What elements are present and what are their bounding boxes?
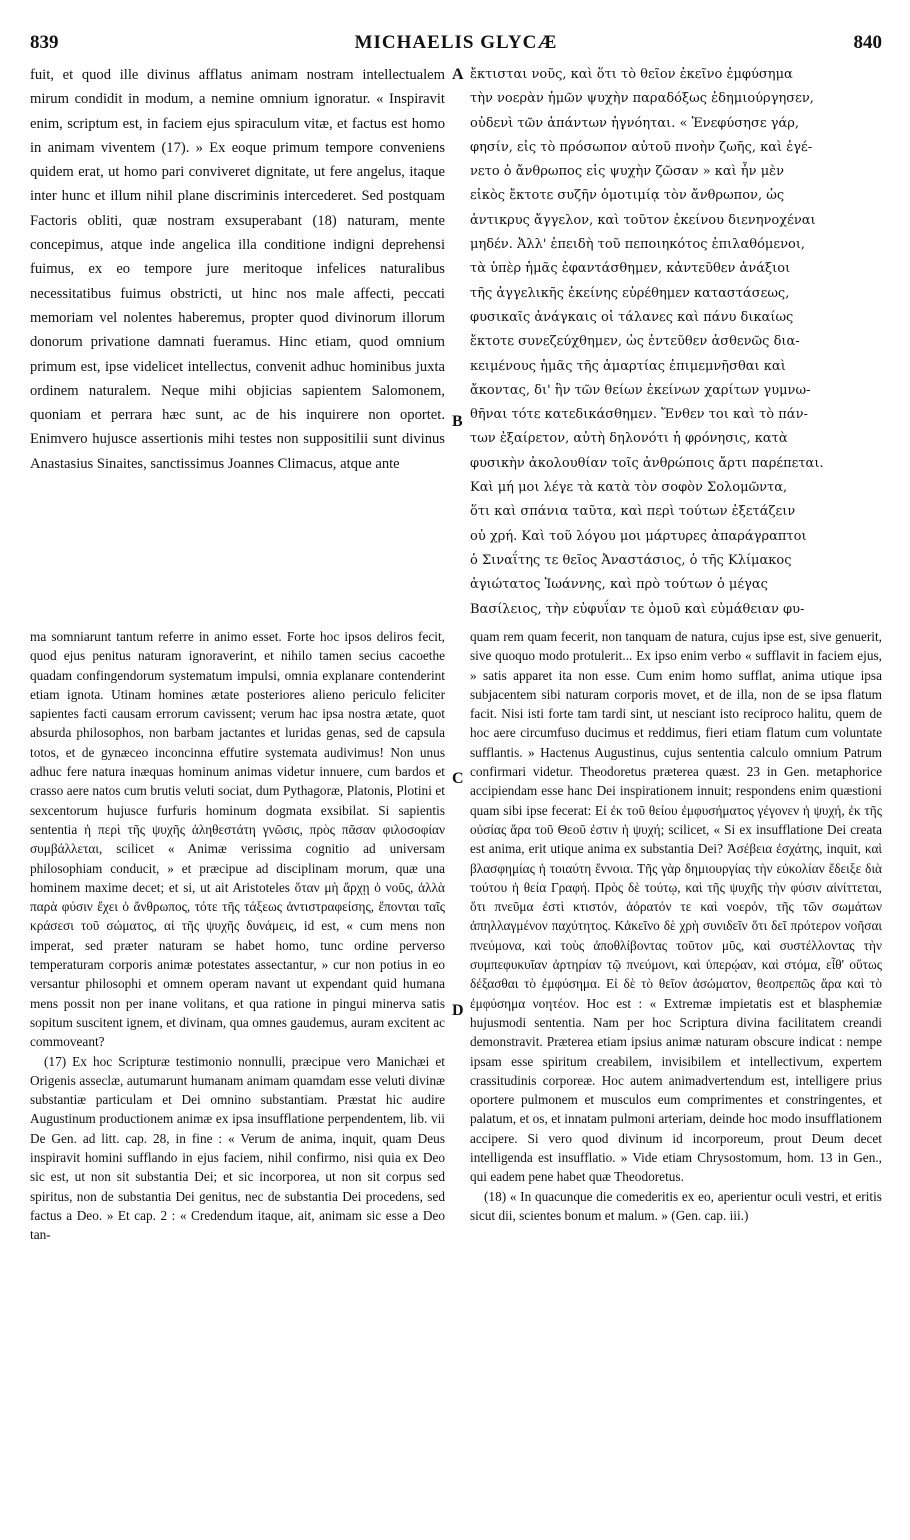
greek-line: ἔκτοτε συνεζεύχθημεν, ὡς ἐντεῦθεν ἀσθενῶς δια- bbox=[470, 334, 800, 350]
greek-line: εἰκὸς ἔκτοτε συζῆν ὁμοτιμίᾳ τὸν ἄνθρωπον, ὡς bbox=[470, 188, 785, 204]
notes-right-column bbox=[470, 627, 882, 1447]
greek-main-column bbox=[470, 63, 882, 623]
greek-line: νετο ὁ ἄνθρωπος εἰς ψυχὴν ζῶσαν » καὶ ἦν μὲν bbox=[470, 164, 785, 180]
note-17: (17) Ex hoc Scripturæ testimonio nonnulli, præcipue vero Manichæi et Origenis asseclæ, autumarunt humanam animam quamdam esse veluti divinæ substantiæ particulam et Dei omnino substantiam. Præstat hic audire Augustinum productionem animæ ex ipsa insufflatione perpendentem, lib. vii De Gen. ad litt. cap. 28, in fine : « Verum de anima, inquit, quam Deus inspiravit homini sufflando in ejus faciem, nihil confirmo, nisi quia ex Deo sic est, ut non sit substantia Dei; et sic incorporea, ut non sit corpus sed spiritus, non de substantia Dei genitus, nec de substantia Dei procedens, sed factus a Deo. » Et cap. 2 : « Credendum itaque, ait, animam sic esse a Deo tan- bbox=[30, 1053, 445, 1243]
note-right-continuation: quam rem quam fecerit, non tanquam de natura, cujus ipse est, sive genuerit, sive quoquo modo protulerit... Ex ipso enim verbo « sufflavit in faciem ejus, » satis apparet ita non esse. Cum enim homo sufflat, anima utique ipsa subjacentem sibi naturam corporis movet, et de illa, non de se ipsa flatum facit. Nisi isti forte tam tardi sint, ut nesciant isto reciproco halitu, quem de hoc aere circumfuso ducimus et reddimus, fieri etiam flatum cum voluntate sufflantis. » Hactenus Augustinus, cujus sententia calculo omnium Patrum confirmari videtur. Theodoretus præterea quæst. 23 in Gen. metaphorice accipiendam esse hanc Dei inspirationem innuit; respondens enim quæstioni quam sibi ipse fecerat: Εἰ ἐκ τοῦ θείου ἐμφυσήματος γέγονεν ἡ ψυχή, ἐκ τῆς οὐσίας ἄρα τοῦ Θεοῦ ἐστιν ἡ ψυχή; scilicet, « Si ex insufflatione Dei creata est anima, erit utique anima ex substantia Dei? Ἀσέβεια ἐσχάτης, inquit, καὶ βλασφημίας ἡ τοιαύτη ἔννοια. Τῆς γὰρ δημιουργίας τὴν εὐκολίαν ἔδειξε διὰ τούτου ἡ θεία Γραφή. Πρὸς δὲ τούτῳ, καὶ τῆς ψυχῆς τὴν φύσιν αἰνίττεται, ὅτι πνεῦμα ἐστὶ κτιστόν, ἀόρατόν τε καὶ νοερόν, τῆς τῶν σωμάτων ἀπηλλαγμένον παχύτητος. Κἀκεῖνο δὲ χρὴ συνιδεῖν ὅτι δεῖ πρότερον νοῆσαι πνεύμονα, καὶ τοὺς ἀποθλίβοντας τοῦτον μῦς, καὶ συστέλλοντας τὴν συμπεφυκυῖαν ἀρτηρίαν τῷ πνεύμονι, καὶ ὑπερῴαν, καὶ στόμα, εἶθ' οὕτως δέξασθαι τὸ ἐμφύσημα. Εἰ δὲ τὸ θεῖον ἀσώματον, θεοπρεπῶς ἄρα καὶ τὸ ἐμφύσημα νοητέον. Hoc est : « Extremæ impietatis est et blasphemiæ hujusmodi sententia. Nam per hoc Scriptura divina facilitatem creandi demonstravit. Præterea etiam ipsius animæ naturam obscure indicat : nempe ipsam esse spiritum creabilem, invisibilem et intellectivum, expertem crassitudinis corporeæ. Hoc autem animadvertendum est, intelligere prius oportere pulmonem et musculos eum comprimentes et constringentes, et palatum, et os, et innatam pulmoni arteriam, deinde hoc modo insufflationem accipere. Si vero quod divinum id incorporeum, prout Deum decet intelligenda est insufflatio. » Vide etiam Chrysostomum, hom. 13 in Gen., qui eadem pene habet quæ Theodoretus. bbox=[470, 629, 882, 1185]
greek-line: Βασίλειος, τὴν εὐφυΐαν τε ὁμοῦ καὶ εὐμάθειαν φυ- bbox=[470, 601, 805, 617]
right-page-number: 840 bbox=[853, 32, 882, 53]
greek-line: μηδέν. Ἀλλ' ἐπειδὴ τοῦ πεποιηκότος ἐπιλαθόμενοι, bbox=[470, 237, 806, 253]
margin-marker-c: C bbox=[452, 770, 464, 787]
greek-line: ὁ Σιναΐτης τε θεῖος Ἀναστάσιος, ὁ τῆς Κλίμακος bbox=[470, 552, 792, 568]
note-left-continuation: ma somniarunt tantum referre in animo esset. Forte hoc ipsos deliros fecit, quod ejus penitus naturam ignoraverint, et nihilo tamen secius cacoethe quadam confingendorum systematum impulsi, omnia explanare contenderint etiam ignota. Utinam homines ætate posteriores alieno periculo feliciter sapientes facti causam errorum cavissent; verum hac ipsa nostra ætate, quot absurda philosophos, non barbam jactantes et luridas genas, sed de capsula totos, et de gynæceo inconcinna effutire systemata audivimus! Non unus adhuc fere natura inæquas hominum animas videtur innuere, cum bardos et crasso aere natos cum brutis veluti sociat, dum Pythagoræ, Platonis, Plotini et sexcentorum hujusce furfuris hominum dogmata exsibilat. Si sapientis sententia ἡ περὶ τῆς ψυχῆς ἀληθεστάτη γνῶσις, πρὸς πᾶσαν φιλοσοφίαν συμβάλλεται, scilicet « Animæ verissima cognitio ad universam philosophiam conducit, » et præcipue ad disciplinam morum, quæ una hominem maxime decet; et si, ut ait Aristoteles ὅταν μὴ ἄρχῃ ὁ νοῦς, ἀλλὰ παρὰ φύσιν ἔχει ὁ ἄνθρωπος, τότε τῆς τάξεως ἀντιστραφείσης, ἕπονται ταῖς κράσεσι τοῦ σώματος, αἱ τῆς ψυχῆς δυνάμεις, id est, « cum mens non imperat, sed præter naturam se habet homo, tunc ordine perverso temperaturam corporis animæ potestates assectantur, » cur non potius in eo versantur philosophi et omnem operam navant ut expendant quid humana mens possit non per inane volitans, et qua ratione in pingui minerva satis sopitum suscitent ignem, et divinam, qua omnes gaudemus, auram excitent ac commoveant? bbox=[30, 629, 445, 1050]
latin-main-column bbox=[30, 63, 445, 619]
note-18: (18) « In quacunque die comederitis ex eo, aperientur oculi vestri, et eritis sicut dii, scientes bonum et malum. » (Gen. cap. iii.) bbox=[470, 1188, 882, 1223]
greek-line: οὐ χρή. Καὶ τοῦ λόγου μοι μάρτυρες ἀπαράγραπτοι bbox=[470, 528, 807, 544]
greek-line: θῆναι τότε κατεδικάσθημεν. Ἔνθεν τοι καὶ τὸ πάν- bbox=[470, 407, 808, 423]
greek-line: ἁγιώτατος Ἰωάννης, καὶ πρὸ τούτων ὁ μέγας bbox=[470, 577, 768, 593]
greek-line: κειμένους ἡμᾶς τῆς ἁμαρτίας ἐπιμεμνῆσθαι καὶ bbox=[470, 358, 786, 374]
greek-line: Καὶ μή μοι λέγε τὰ κατὰ τὸν σοφὸν Σολομῶντα, bbox=[470, 480, 788, 496]
margin-marker-d: D bbox=[452, 1002, 464, 1019]
latin-main-text: fuit, et quod ille divinus afflatus animam nostram intellectualem mirum condidit in modum, a nemine omnium ignoratur. « Inspiravit enim, scriptum est, in faciem ejus spiraculum vitæ, et factus est homo in animam viventem (17). » Ex eoque primum tempore conveniens quidem erat, ut homo pari conviveret dignitate, ut fere angelus, itaque inter hunc et illum nihil plane discriminis intercederet. Sed postquam Factoris obliti, quæ nostram exsuperabant (18) naturam, mente concepimus, atque inde angelica illa conditione indigni deprehensi fuimus, ex eo tempore jure meritoque infelices naturalibus necessitatibus fuimus obstricti, ut hinc nos male affecti, peccati memoriam vel nolentes haberemus, propter quod divinorum illorum donorum privatione damnati fueramus. Hinc etiam, quod omnium primum est, ipse videlicet intellectus, convenit adhuc hominibus juxta ordinem naturalem. Neque mihi objicias sapientem Salomonem, quoniam et perrara hæc sunt, ac de his inquirere non oportet. Enimvero hujusce assertionis mihi testes non suppositilii sunt divinus Anastasius Sinaites, sanctissimus Joannes Climacus, atque ante bbox=[30, 67, 445, 472]
page-header bbox=[30, 32, 882, 60]
greek-line: των ἐξαίρετον, αὐτὴ δηλονότι ἡ φρόνησις, κατὰ bbox=[470, 431, 788, 447]
greek-line: τὴν νοερὰν ἡμῶν ψυχὴν παραδόξως ἐδημιούργησεν, bbox=[470, 91, 814, 107]
left-page-number: 839 bbox=[30, 32, 59, 53]
greek-line: ἀντικρυς ἄγγελον, καὶ τοῦτον ἐκείνου διενηνοχέναι bbox=[470, 212, 816, 228]
greek-line: τὰ ὑπὲρ ἡμᾶς ἐφαντάσθημεν, κἀντεῦθεν ἀνάξιοι bbox=[470, 261, 791, 277]
greek-line: ἄκοντας, δι' ἣν τῶν θείων ἐκείνων χαρίτων γυμνω- bbox=[470, 382, 811, 398]
greek-line: φησίν, εἰς τὸ πρόσωπον αὐτοῦ πνοὴν ζωῆς, καὶ ἐγέ- bbox=[470, 139, 813, 155]
greek-line: φυσικαῖς ἀνάγκαις οἱ τάλανες καὶ πάνυ δικαίως bbox=[470, 309, 794, 325]
greek-line: ὅτι καὶ σπάνια ταῦτα, καὶ περὶ τούτων ἐξετάζειν bbox=[470, 504, 796, 520]
greek-line: φυσικὴν ἀκολουθίαν τοῖς ἀνθρώποις ἄρτι παρέπεται. bbox=[470, 455, 824, 471]
margin-marker-a: A bbox=[452, 66, 464, 83]
running-title: MICHAELIS GLYCÆ bbox=[354, 32, 558, 53]
margin-marker-b: B bbox=[452, 413, 463, 430]
greek-line: ἔκτισται νοῦς, καὶ ὅτι τὸ θεῖον ἐκεῖνο ἐμφύσημα bbox=[470, 67, 793, 82]
greek-line: τῆς ἀγγελικῆς ἐκείνης εὑρέθημεν καταστάσεως, bbox=[470, 285, 790, 301]
greek-line: οὐδενὶ τῶν ἁπάντων ἠγνόηται. « Ἐνεφύσησε γάρ, bbox=[470, 115, 800, 131]
notes-left-column bbox=[30, 627, 445, 1447]
